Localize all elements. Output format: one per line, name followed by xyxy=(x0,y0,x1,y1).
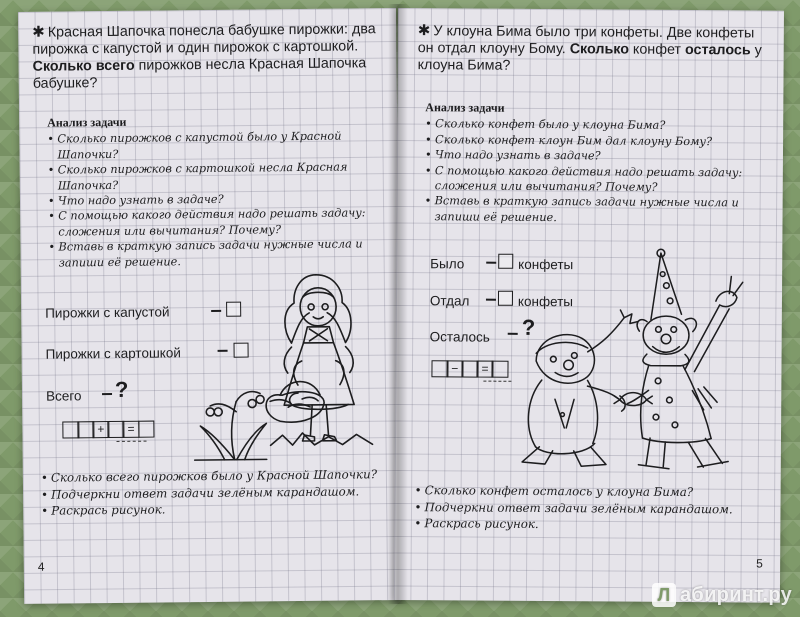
star-icon: ✱ xyxy=(417,22,431,40)
right-bottom-questions xyxy=(414,482,764,534)
equation-strip[interactable] xyxy=(431,360,507,377)
list-item: • Подчеркни ответ задачи зелёным карандашом. xyxy=(414,499,764,518)
right-analysis xyxy=(424,100,765,227)
record-row-potato: Пирожки с картошкой xyxy=(45,345,181,362)
list-item: • Сколько конфет осталось у клоуна Бима? xyxy=(415,482,765,501)
list-item: • С помощью какого действия надо решать задачу: сложения или вычитания? Почему? xyxy=(425,163,765,196)
left-bottom-list xyxy=(41,466,381,519)
right-task-text xyxy=(418,22,770,76)
equation-sign-plus: + xyxy=(93,421,110,438)
list-item: • Сколько пирожков с картошкой несла Красная Шапочка? xyxy=(48,159,378,193)
minus-sign xyxy=(486,262,496,264)
question-mark: ? xyxy=(521,314,536,340)
list-item: • Подчеркни ответ задачи зелёным карандашом. xyxy=(41,483,381,503)
left-analysis-list xyxy=(47,129,378,271)
right-page xyxy=(394,8,784,603)
left-page xyxy=(18,8,402,604)
list-item: • Сколько конфет было у клоуна Бима? xyxy=(425,117,765,135)
page-number: 4 xyxy=(37,559,45,574)
clowns-illustration xyxy=(507,245,757,479)
equation-cell[interactable] xyxy=(138,421,155,438)
left-bottom-questions xyxy=(41,466,381,519)
left-task-plain-1: Красная Шапочка понесла бабушке пирожки: два пирожка с капустой и один пирожок с картошкой. xyxy=(32,21,376,58)
equation-sign-minus: − xyxy=(447,360,464,377)
list-item: • Что надо узнать в задаче? xyxy=(425,147,765,165)
left-task-bold: Сколько всего xyxy=(32,57,135,75)
record-unit-candies: конфеты xyxy=(517,293,574,310)
equation-sign-equals: = xyxy=(477,361,494,378)
star-icon: ✱ xyxy=(32,23,45,41)
minus-sign xyxy=(211,310,221,312)
list-item: • Раскрась рисунок. xyxy=(41,499,381,519)
left-analysis xyxy=(47,112,379,271)
page-number: 5 xyxy=(756,556,763,571)
list-item: • С помощью какого действия надо решать задачу: сложения или вычитания? Почему? xyxy=(48,206,378,240)
answer-box[interactable] xyxy=(226,302,241,317)
watermark xyxy=(652,583,792,607)
equation-strip[interactable] xyxy=(62,421,153,438)
list-item: • Сколько всего пирожков было у Красной Шапочки? xyxy=(41,466,381,486)
lily-of-the-valley-illustration xyxy=(190,381,271,462)
right-task-plain-3: у клоуна Бима? xyxy=(417,42,762,74)
right-task-plain-2: конфет xyxy=(632,41,682,58)
minus-sign xyxy=(218,350,228,352)
left-task-plain-2: пирожков несла Красная Шапочка бабушке? xyxy=(32,55,367,92)
equation-sign-equals: = xyxy=(123,421,140,438)
record-unit-candies: конфеты xyxy=(518,256,574,273)
list-item: • Вставь в краткую запись задачи нужные числа и запиши её решение. xyxy=(48,236,378,270)
red-riding-hood-illustration xyxy=(261,264,383,455)
record-row-gave: Отдал xyxy=(429,293,470,309)
record-row-cabbage: Пирожки с капустой xyxy=(45,304,170,321)
record-row-had: Было xyxy=(430,256,465,272)
right-analysis-list xyxy=(424,117,765,227)
record-row-total: Всего xyxy=(45,388,82,404)
equation-cell[interactable] xyxy=(492,361,509,378)
right-task-bold-1: Сколько xyxy=(569,41,630,58)
list-item: • Вставь в краткую запись задачи нужные числа и запиши её решение. xyxy=(424,194,764,227)
watermark-text: абиринт.ру xyxy=(680,583,793,606)
list-item: • Раскрась рисунок. xyxy=(414,515,764,534)
right-bottom-list xyxy=(414,482,764,534)
list-item: • Что надо узнать в задаче? xyxy=(48,190,378,209)
right-analysis-title: Анализ задачи xyxy=(425,100,505,115)
minus-sign xyxy=(102,393,112,395)
question-mark: ? xyxy=(114,376,129,402)
right-task-bold-2: осталось xyxy=(684,42,751,59)
labirint-logo-icon: Л xyxy=(652,583,676,607)
left-task-text xyxy=(32,20,385,93)
minus-sign xyxy=(486,299,496,301)
record-row-left: Осталось xyxy=(429,329,490,345)
list-item: • Сколько конфет клоун Бим дал клоуну Бому? xyxy=(425,132,765,150)
answer-box[interactable] xyxy=(233,343,248,358)
right-task-plain-1: У клоуна Бима было три конфеты. Две конфеты он отдал клоуну Бому. xyxy=(417,23,755,58)
list-item: • Сколько пирожков с капустой было у Красной Шапочки? xyxy=(47,129,377,163)
answer-underline xyxy=(117,441,147,442)
left-analysis-title: Анализ задачи xyxy=(47,114,127,130)
